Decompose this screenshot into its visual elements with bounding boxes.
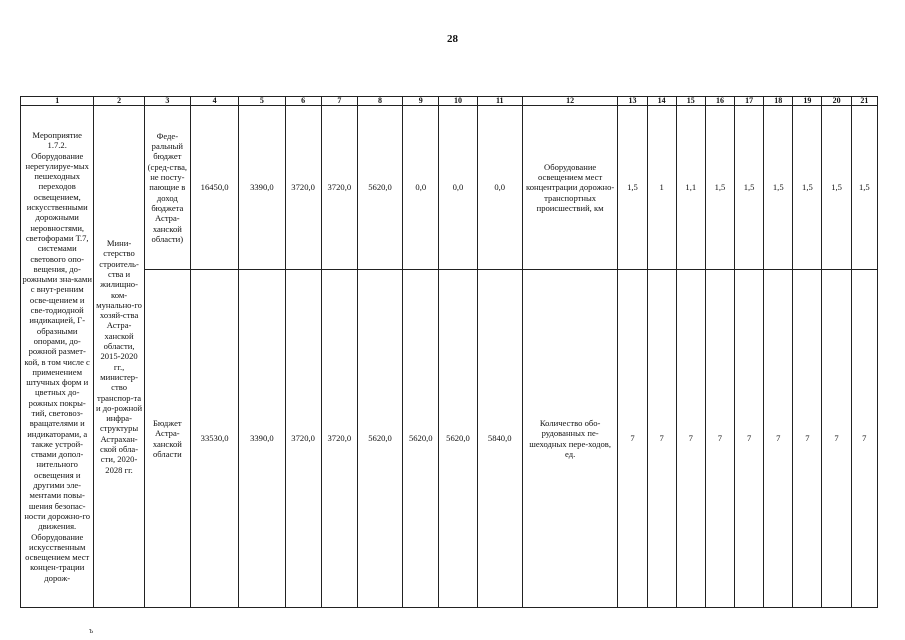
amount-cell: 0,0: [477, 106, 522, 270]
amount-cell: 5620,0: [439, 270, 477, 608]
header-cell: 18: [764, 97, 793, 106]
header-cell: 4: [190, 97, 238, 106]
table-row: [21, 106, 878, 270]
indicator-cell: Оборудование освещением мест концентрации дорожно-транспортных происшествий, км: [522, 106, 618, 270]
header-cell: 20: [822, 97, 851, 106]
program-table: [20, 96, 878, 608]
header-cell: 16: [705, 97, 734, 106]
executor-cell: Мини-стерство строитель-ства и жилищно-ком-мунально-го хозяй-ства Астра-ханской области, 2015-2020 гг., министер-ство транспор-та и до-рожной инфра-структуры Астрахан-ской обла-сти, 2020-2028 гг.: [94, 106, 144, 608]
amount-cell: 5840,0: [477, 270, 522, 608]
target-cell: 7: [822, 270, 851, 608]
header-cell: 5: [239, 97, 285, 106]
header-cell: 17: [735, 97, 764, 106]
header-cell: 3: [144, 97, 190, 106]
header-cell: 6: [285, 97, 321, 106]
target-cell: 7: [735, 270, 764, 608]
amount-cell: 3720,0: [321, 106, 357, 270]
target-cell: 1,5: [822, 106, 851, 270]
header-cell: 8: [357, 97, 402, 106]
target-cell: 7: [647, 270, 676, 608]
amount-cell: 16450,0: [190, 106, 238, 270]
amount-cell: 33530,0: [190, 270, 238, 608]
amount-cell: 3390,0: [239, 270, 285, 608]
target-cell: 7: [793, 270, 822, 608]
target-cell: 1,1: [676, 106, 705, 270]
header-cell: 9: [403, 97, 439, 106]
target-cell: 1,5: [764, 106, 793, 270]
amount-cell: 5620,0: [403, 270, 439, 608]
header-cell: 15: [676, 97, 705, 106]
amount-cell: 3720,0: [285, 106, 321, 270]
header-cell: 14: [647, 97, 676, 106]
header-cell: 12: [522, 97, 618, 106]
footer-mark: ъ: [89, 626, 94, 635]
funding-source-cell: Бюджет Астра-ханской области: [144, 270, 190, 608]
amount-cell: 0,0: [439, 106, 477, 270]
amount-cell: 3390,0: [239, 106, 285, 270]
header-cell: 21: [851, 97, 877, 106]
target-cell: 1,5: [735, 106, 764, 270]
amount-cell: 5620,0: [357, 270, 402, 608]
page-number: 28: [447, 33, 458, 45]
measure-cell: Мероприятие 1.7.2. Оборудование нерегулируе-мых пешеходных переходов освещением, искусственными дорожными неровностями, светофорами Т.7, системами светового опо-вещения, до-рожными зна-ками с внут-ренним осве-щением и све-тодиодной индикацией, Г-образными опорами, до-рожной размет-кой, в том числе с применением штучных форм и цветных до-рожных покры-тий, световоз-вращателями и индикаторами, а также устрой-ствами допол-нительного освещения и другими эле-ментами повы-шения безопас-ности дорожно-го движения. Оборудование искусственным освещением мест концен-трации дорож-: [21, 106, 94, 608]
table-row: [21, 270, 878, 608]
target-cell: 1: [647, 106, 676, 270]
amount-cell: 3720,0: [285, 270, 321, 608]
header-cell: 11: [477, 97, 522, 106]
header-cell: 13: [618, 97, 647, 106]
target-cell: 1,5: [705, 106, 734, 270]
target-cell: 7: [618, 270, 647, 608]
amount-cell: 5620,0: [357, 106, 402, 270]
target-cell: 7: [705, 270, 734, 608]
header-row: [21, 97, 878, 106]
target-cell: 1,5: [793, 106, 822, 270]
header-cell: 19: [793, 97, 822, 106]
funding-source-cell: Феде-ральный бюджет (сред-ства, не посту-пающие в доход бюджета Астра-ханской области): [144, 106, 190, 270]
header-cell: 7: [321, 97, 357, 106]
target-cell: 1,5: [851, 106, 877, 270]
target-cell: 1,5: [618, 106, 647, 270]
target-cell: 7: [851, 270, 877, 608]
header-cell: 10: [439, 97, 477, 106]
indicator-cell: Количество обо-рудованных пе-шеходных пере-ходов, ед.: [522, 270, 618, 608]
target-cell: 7: [764, 270, 793, 608]
amount-cell: 0,0: [403, 106, 439, 270]
header-cell: 1: [21, 97, 94, 106]
target-cell: 7: [676, 270, 705, 608]
amount-cell: 3720,0: [321, 270, 357, 608]
header-cell: 2: [94, 97, 144, 106]
